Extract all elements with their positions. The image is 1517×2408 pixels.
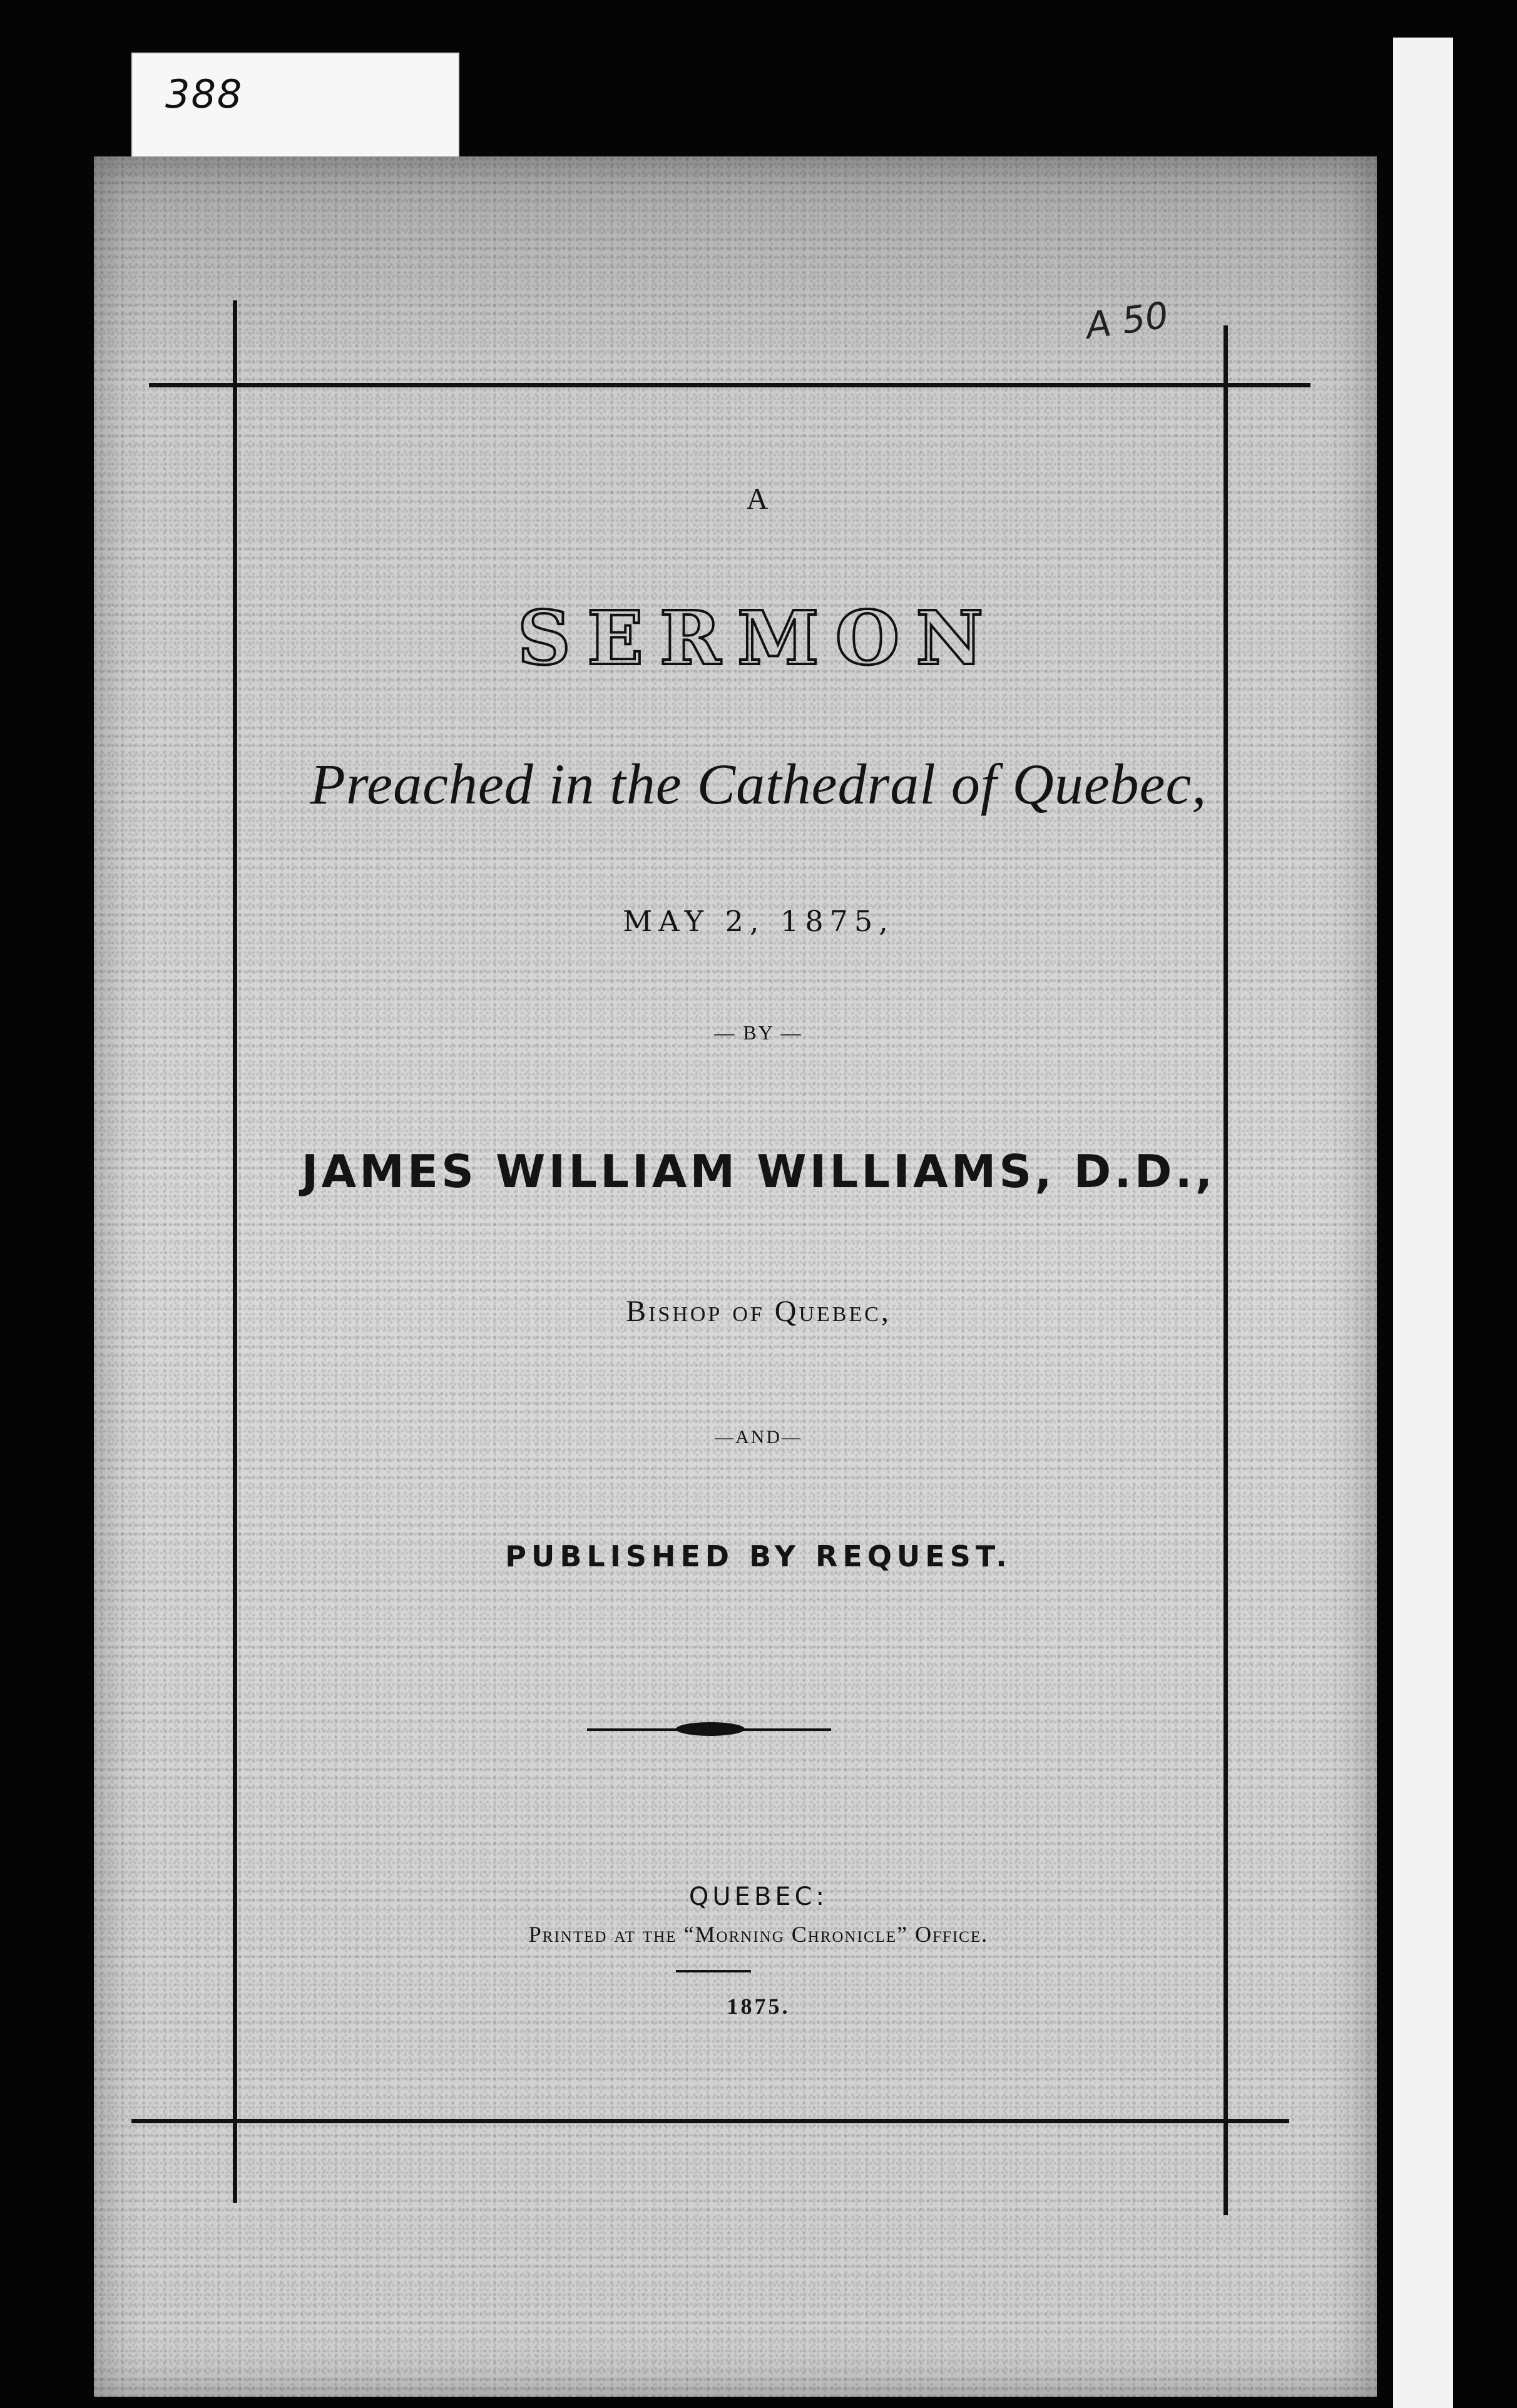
author-name: JAMES WILLIAM WILLIAMS, D.D., [301,1145,1216,1198]
ornament-center [676,1722,745,1736]
scan-edge-strip [1393,38,1453,2408]
and-line: —AND— [715,1427,802,1447]
published-note: PUBLISHED BY REQUEST. [505,1539,1012,1573]
page-title: SERMON [517,594,1000,681]
handwritten-note: A 50 [1083,293,1172,347]
subtitle: Preached in the Cathedral of Quebec, [310,752,1207,816]
catalog-tag [131,53,459,161]
left-border-rule [233,300,237,2203]
imprint-year: 1875. [727,1994,790,2019]
by-line: — BY — [714,1021,803,1044]
imprint-rule [676,1970,751,1972]
top-border-rule [149,383,1310,387]
imprint-place: QUEBEC: [688,1882,829,1911]
author-role: Bishop of Quebec, [626,1295,891,1328]
article-a: A [746,482,771,516]
imprint-printer: Printed at the “Morning Chronicle” Office. [528,1922,989,1947]
catalog-number: 388 [165,71,243,117]
sermon-date: MAY 2, 1875, [623,904,894,938]
bottom-border-rule [131,2119,1289,2123]
